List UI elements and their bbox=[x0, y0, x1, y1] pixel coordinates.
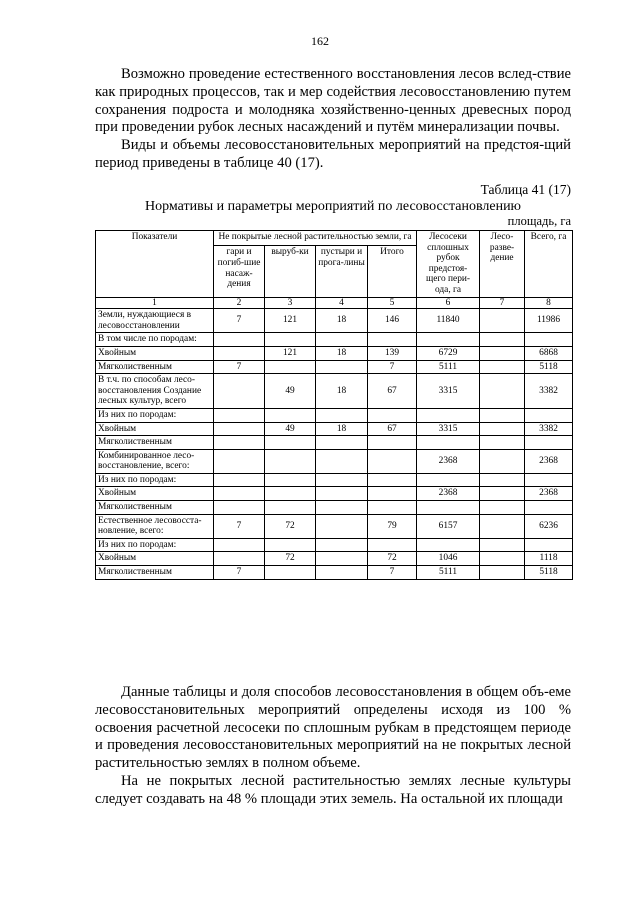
value-cell: 3315 bbox=[417, 422, 480, 436]
table-row bbox=[96, 422, 573, 436]
value-cell bbox=[214, 473, 265, 487]
column-number-row bbox=[96, 297, 573, 309]
table-row bbox=[96, 473, 573, 487]
table-row bbox=[96, 309, 573, 333]
table-caption: Таблица 41 (17) bbox=[480, 182, 571, 197]
value-cell bbox=[316, 333, 368, 347]
row-label-cell: Из них по породам: bbox=[96, 538, 214, 552]
value-cell bbox=[368, 408, 417, 422]
value-cell bbox=[316, 538, 368, 552]
page-number: 162 bbox=[311, 34, 329, 48]
value-cell bbox=[316, 514, 368, 538]
value-cell bbox=[265, 487, 316, 501]
table-row bbox=[96, 436, 573, 450]
row-label-cell: Хвойным bbox=[96, 346, 214, 360]
value-cell bbox=[480, 501, 525, 515]
value-cell bbox=[368, 473, 417, 487]
table-unit: площадь, га bbox=[507, 214, 571, 228]
value-cell bbox=[480, 333, 525, 347]
value-cell: 7 bbox=[214, 514, 265, 538]
value-cell: 1046 bbox=[417, 552, 480, 566]
value-cell: 7 bbox=[368, 360, 417, 374]
value-cell bbox=[316, 408, 368, 422]
value-cell bbox=[316, 501, 368, 515]
value-cell bbox=[368, 538, 417, 552]
value-cell: 11986 bbox=[525, 309, 573, 333]
row-label-cell: Хвойным bbox=[96, 422, 214, 436]
outro-paragraph-2: На не покрытых лесной растительностью землях лесные культуры следует создавать на 48 % площади этих земель. На остальной их площади bbox=[95, 772, 571, 807]
value-cell bbox=[480, 449, 525, 473]
value-cell: 3382 bbox=[525, 374, 573, 409]
table-row bbox=[96, 514, 573, 538]
value-cell bbox=[214, 374, 265, 409]
value-cell bbox=[265, 449, 316, 473]
value-cell bbox=[525, 333, 573, 347]
header-burnt-areas: гари и погиб-шие насаж-дения bbox=[214, 246, 265, 297]
row-label-cell: Хвойным bbox=[96, 487, 214, 501]
value-cell: 6236 bbox=[525, 514, 573, 538]
table-row bbox=[96, 552, 573, 566]
row-label-cell: Мягколиственным bbox=[96, 501, 214, 515]
value-cell: 18 bbox=[316, 374, 368, 409]
value-cell bbox=[316, 552, 368, 566]
value-cell: 2368 bbox=[525, 449, 573, 473]
value-cell bbox=[417, 436, 480, 450]
row-label-cell: Комбинированное лесо-восстановление, всего: bbox=[96, 449, 214, 473]
value-cell bbox=[480, 374, 525, 409]
header-uncovered-lands: Не покрытые лесной растительностью земли, га bbox=[214, 231, 417, 246]
value-cell: 18 bbox=[316, 422, 368, 436]
value-cell: 6868 bbox=[525, 346, 573, 360]
value-cell bbox=[480, 408, 525, 422]
row-label-cell: В том числе по породам: bbox=[96, 333, 214, 347]
table-row bbox=[96, 538, 573, 552]
value-cell bbox=[368, 436, 417, 450]
value-cell bbox=[480, 552, 525, 566]
value-cell: 5118 bbox=[525, 566, 573, 580]
table-row bbox=[96, 360, 573, 374]
value-cell: 3315 bbox=[417, 374, 480, 409]
header-cutting-areas: Лесосеки сплошных рубок предстоя-щего пери-ода, га bbox=[417, 231, 480, 298]
row-label-cell: Из них по породам: bbox=[96, 473, 214, 487]
row-label-cell: Мягколиственным bbox=[96, 436, 214, 450]
value-cell bbox=[214, 408, 265, 422]
table-row bbox=[96, 333, 573, 347]
header-wastelands: пустыри и прога-лины bbox=[316, 246, 368, 297]
value-cell: 49 bbox=[265, 374, 316, 409]
value-cell bbox=[525, 436, 573, 450]
column-number: 7 bbox=[480, 297, 525, 309]
value-cell bbox=[417, 538, 480, 552]
column-number: 2 bbox=[214, 297, 265, 309]
value-cell: 139 bbox=[368, 346, 417, 360]
value-cell bbox=[214, 422, 265, 436]
value-cell: 67 bbox=[368, 374, 417, 409]
intro-text bbox=[95, 66, 571, 173]
value-cell bbox=[214, 487, 265, 501]
value-cell bbox=[480, 436, 525, 450]
value-cell: 5111 bbox=[417, 360, 480, 374]
value-cell: 6157 bbox=[417, 514, 480, 538]
value-cell bbox=[214, 436, 265, 450]
header-grand-total: Всего, га bbox=[525, 231, 573, 298]
value-cell: 72 bbox=[265, 514, 316, 538]
value-cell bbox=[316, 473, 368, 487]
value-cell bbox=[265, 360, 316, 374]
value-cell bbox=[417, 473, 480, 487]
value-cell bbox=[316, 360, 368, 374]
value-cell: 3382 bbox=[525, 422, 573, 436]
value-cell: 7 bbox=[214, 566, 265, 580]
column-number: 3 bbox=[265, 297, 316, 309]
value-cell bbox=[480, 514, 525, 538]
header-subtotal: Итого bbox=[368, 246, 417, 297]
value-cell: 121 bbox=[265, 346, 316, 360]
value-cell: 6729 bbox=[417, 346, 480, 360]
value-cell: 7 bbox=[214, 309, 265, 333]
value-cell bbox=[265, 473, 316, 487]
row-label-cell: Мягколиственным bbox=[96, 566, 214, 580]
row-label-cell: Хвойным bbox=[96, 552, 214, 566]
column-number: 6 bbox=[417, 297, 480, 309]
value-cell: 18 bbox=[316, 309, 368, 333]
value-cell: 2368 bbox=[417, 449, 480, 473]
value-cell bbox=[480, 473, 525, 487]
value-cell: 67 bbox=[368, 422, 417, 436]
row-label-cell: Мягколиственным bbox=[96, 360, 214, 374]
value-cell bbox=[214, 346, 265, 360]
value-cell: 5111 bbox=[417, 566, 480, 580]
value-cell bbox=[480, 487, 525, 501]
column-number: 8 bbox=[525, 297, 573, 309]
value-cell bbox=[265, 333, 316, 347]
value-cell: 11840 bbox=[417, 309, 480, 333]
value-cell bbox=[316, 449, 368, 473]
value-cell: 1118 bbox=[525, 552, 573, 566]
table-row bbox=[96, 408, 573, 422]
column-number: 1 bbox=[96, 297, 214, 309]
table-title: Нормативы и параметры мероприятий по лесовосстановлению bbox=[144, 199, 522, 214]
value-cell: 49 bbox=[265, 422, 316, 436]
table-row bbox=[96, 374, 573, 409]
value-cell: 7 bbox=[214, 360, 265, 374]
value-cell bbox=[480, 360, 525, 374]
intro-paragraph-1: Возможно проведение естественного восстановления лесов вслед-ствие как природных процессов, так и мер содействия лесовосстановлению путем сохранения подроста и молодняка хозяйственно-ценных древесных пород при проведении рубок лесных насаждений и путём минерализации почвы. bbox=[95, 66, 571, 136]
value-cell bbox=[417, 333, 480, 347]
value-cell: 2368 bbox=[525, 487, 573, 501]
value-cell bbox=[316, 436, 368, 450]
value-cell: 121 bbox=[265, 309, 316, 333]
value-cell bbox=[525, 501, 573, 515]
row-label-cell: Из них по породам: bbox=[96, 408, 214, 422]
value-cell bbox=[214, 552, 265, 566]
table-row bbox=[96, 566, 573, 580]
value-cell bbox=[417, 501, 480, 515]
header-clearings: выруб-ки bbox=[265, 246, 316, 297]
value-cell bbox=[316, 487, 368, 501]
value-cell: 18 bbox=[316, 346, 368, 360]
value-cell bbox=[417, 408, 480, 422]
value-cell bbox=[368, 333, 417, 347]
outro-text bbox=[95, 684, 571, 809]
header-indicators: Показатели bbox=[96, 231, 214, 298]
value-cell bbox=[480, 422, 525, 436]
value-cell bbox=[525, 408, 573, 422]
value-cell bbox=[265, 408, 316, 422]
table-body bbox=[96, 309, 573, 579]
value-cell: 79 bbox=[368, 514, 417, 538]
value-cell: 7 bbox=[368, 566, 417, 580]
reforestation-table bbox=[95, 230, 573, 580]
value-cell bbox=[265, 501, 316, 515]
value-cell: 146 bbox=[368, 309, 417, 333]
header-forest-breeding: Лесо-разве-дение bbox=[480, 231, 525, 298]
value-cell bbox=[480, 538, 525, 552]
row-label-cell: Естественное лесовосста-новление, всего: bbox=[96, 514, 214, 538]
intro-paragraph-2: Виды и объемы лесовосстановительных мероприятий на предстоя-щий период приведены в таблице 40 (17). bbox=[95, 137, 571, 171]
row-label-cell: Земли, нуждающиеся в лесовосстановлении bbox=[96, 309, 214, 333]
row-label-cell: В т.ч. по способам лесо-восстановления Создание лесных культур, всего bbox=[96, 374, 214, 409]
value-cell bbox=[480, 566, 525, 580]
value-cell bbox=[368, 487, 417, 501]
table-row bbox=[96, 449, 573, 473]
value-cell bbox=[480, 346, 525, 360]
value-cell bbox=[214, 501, 265, 515]
value-cell: 72 bbox=[265, 552, 316, 566]
value-cell bbox=[265, 436, 316, 450]
outro-paragraph-1: Данные таблицы и доля способов лесовосстановления в общем объ-еме лесовосстановительных мероприятий определены исходя из 100 % освоения расчетной лесосеки по сплошным рубкам в предстоящем периоде и проведения лесовосстановительных мероприятий на не покрытых лесной растительностью землях в полном объеме. bbox=[95, 684, 571, 772]
table-row bbox=[96, 346, 573, 360]
value-cell bbox=[368, 501, 417, 515]
value-cell bbox=[214, 538, 265, 552]
value-cell: 5118 bbox=[525, 360, 573, 374]
value-cell bbox=[214, 449, 265, 473]
value-cell bbox=[265, 566, 316, 580]
column-number: 5 bbox=[368, 297, 417, 309]
value-cell bbox=[214, 333, 265, 347]
table-row bbox=[96, 487, 573, 501]
value-cell: 2368 bbox=[417, 487, 480, 501]
value-cell: 72 bbox=[368, 552, 417, 566]
value-cell bbox=[368, 449, 417, 473]
value-cell bbox=[265, 538, 316, 552]
value-cell bbox=[480, 309, 525, 333]
value-cell bbox=[316, 566, 368, 580]
table-row bbox=[96, 501, 573, 515]
value-cell bbox=[525, 473, 573, 487]
value-cell bbox=[525, 538, 573, 552]
column-number: 4 bbox=[316, 297, 368, 309]
